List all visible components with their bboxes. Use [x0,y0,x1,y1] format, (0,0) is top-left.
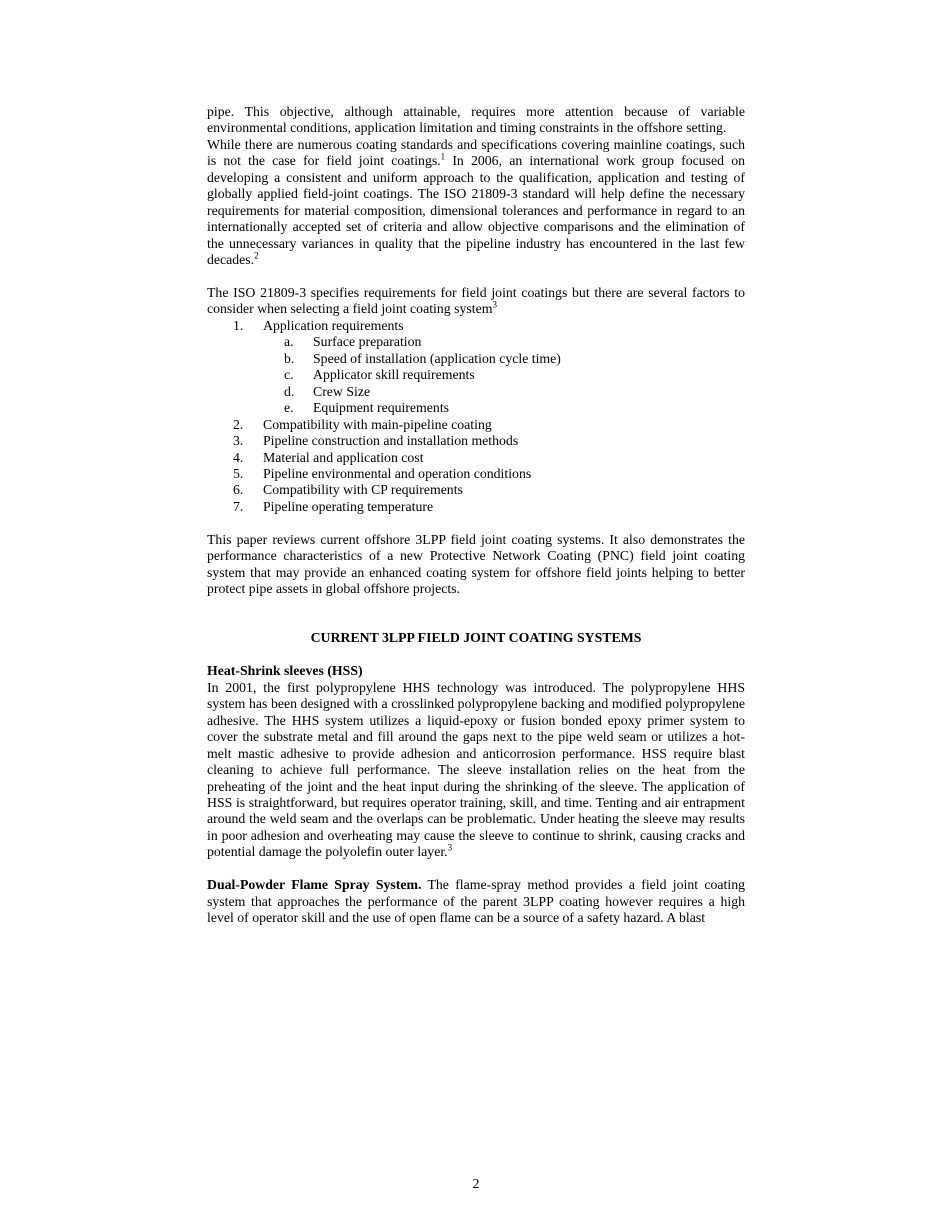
list-marker: 4. [233,449,244,465]
paragraph-hss [207,680,745,861]
paragraph-dual-powder [207,877,745,926]
section-heading-current-3lpp: CURRENT 3LPP FIELD JOINT COATING SYSTEMS [310,630,642,646]
list-marker: 7. [233,498,244,514]
list-item-label: Application requirements [263,317,404,333]
footnote-ref-1: 1 [440,151,446,162]
paragraph-text: While there are numerous coating standards and specifications covering mainline coatings, such is not the case for field joint coatings. [207,136,745,169]
list-item-label: Compatibility with CP requirements [263,482,463,498]
list-item-label: Applicator skill requirements [313,367,475,383]
list-item [207,499,745,515]
list-item-label: Material and application cost [263,449,424,465]
list-marker: 3. [233,433,244,449]
list-item-label: Equipment requirements [313,400,450,416]
list-subitem [207,384,745,400]
footnote-ref-3: 3 [492,299,497,310]
footnote-ref-3: 3 [447,842,453,853]
list-item-label: Speed of installation (application cycle time) [313,350,561,366]
paragraph-text: The ISO 21809-3 specifies requirements for field joint coatings but there are several factors to consider when selecting a field joint coating system [207,284,745,317]
list-item [207,318,745,334]
list-marker: c. [284,367,294,383]
list-marker: e. [284,400,294,416]
paragraph-iso-factors [207,285,745,318]
list-item [207,433,745,449]
paragraph-text: In 2006, an international work group focused on developing a consistent and uniform approach to the qualification, application and testing of globally applied field-joint coatings. The ISO 21809-3 standard will help define the necessary requirements for material composition, dimensional tolerances and performance in regard to an internationally accepted set of criteria and allow objective comparisons and the elimination of the unnecessary variances in quality that the pipeline industry has encountered in the last few decades. [207,153,746,268]
subheading-heat-shrink-sleeves: Heat-Shrink sleeves (HSS) [207,663,363,679]
paragraph-text: The flame-spray method provides a field joint coating system that approaches the performance of the parent 3LPP coating however requires a high level of operator skill and the use of open flame can be a source of a safety hazard. A blast [207,877,745,926]
list-marker: 2. [233,416,244,432]
list-item [207,450,745,466]
list-marker: a. [284,334,294,350]
list-marker: d. [284,383,295,399]
list-item-label: Pipeline operating temperature [263,498,434,514]
list-item-label: Pipeline construction and installation methods [263,433,519,449]
list-subitem [207,351,745,367]
list-item-label: Surface preparation [313,334,422,350]
list-marker: 5. [233,465,244,481]
list-marker: b. [284,350,295,366]
list-item [207,482,745,498]
list-item-label: Compatibility with main-pipeline coating [263,416,492,432]
paragraph-text: In 2001, the first polypropylene HHS technology was introduced. The polypropylene HHS system has been designed with a crosslinked polypropylene backing and modified polypropylene adhesive. The HHS system utilizes a liquid-epoxy or fusion bonded epoxy primer system to cover the substrate metal and fill around the gaps next to the pipe weld seam or utilizes a hot-melt mastic adhesive to provide adhesion and anticorrosion performance. HSS require blast cleaning to achieve full performance. The sleeve installation relies on the heat from the preheating of the joint and the heat input during the shrinking of the sleeve. The application of HSS is straightforward, but requires operator training, skill, and time. Tenting and air entrapment around the weld seam and the overlaps can be problematic. Under heating the sleeve may results in poor adhesion and overheating may cause the sleeve to continue to shrink, causing cracks and potential damage the polyolefin outer layer. [207,679,745,860]
paragraph-lead-in: Dual-Powder Flame Spray System. [207,877,422,893]
list-item-label: Crew Size [313,383,371,399]
list-marker: 6. [233,482,244,498]
paragraph-standards [207,137,745,269]
footnote-ref-2: 2 [254,250,259,261]
list-subitem [207,334,745,350]
paragraph-intro-continuation: pipe. This objective, although attainable, requires more attention because of variable environmental conditions, application limitation and timing constraints in the offshore setting. [207,104,745,136]
list-subitem [207,367,745,383]
list-item [207,417,745,433]
list-item [207,466,745,482]
page-body [207,104,745,927]
page-number: 2 [472,1176,480,1191]
list-marker: 1. [233,317,244,333]
list-item-label: Pipeline environmental and operation conditions [263,465,532,481]
factors-list [207,318,745,515]
list-subitem [207,400,745,416]
paragraph-paper-overview: This paper reviews current offshore 3LPP field joint coating systems. It also demonstrates the performance characteristics of a new Protective Network Coating (PNC) field joint coating system that may provide an enhanced coating system for offshore field joints helping to better protect pipe assets in global offshore projects. [207,531,745,597]
